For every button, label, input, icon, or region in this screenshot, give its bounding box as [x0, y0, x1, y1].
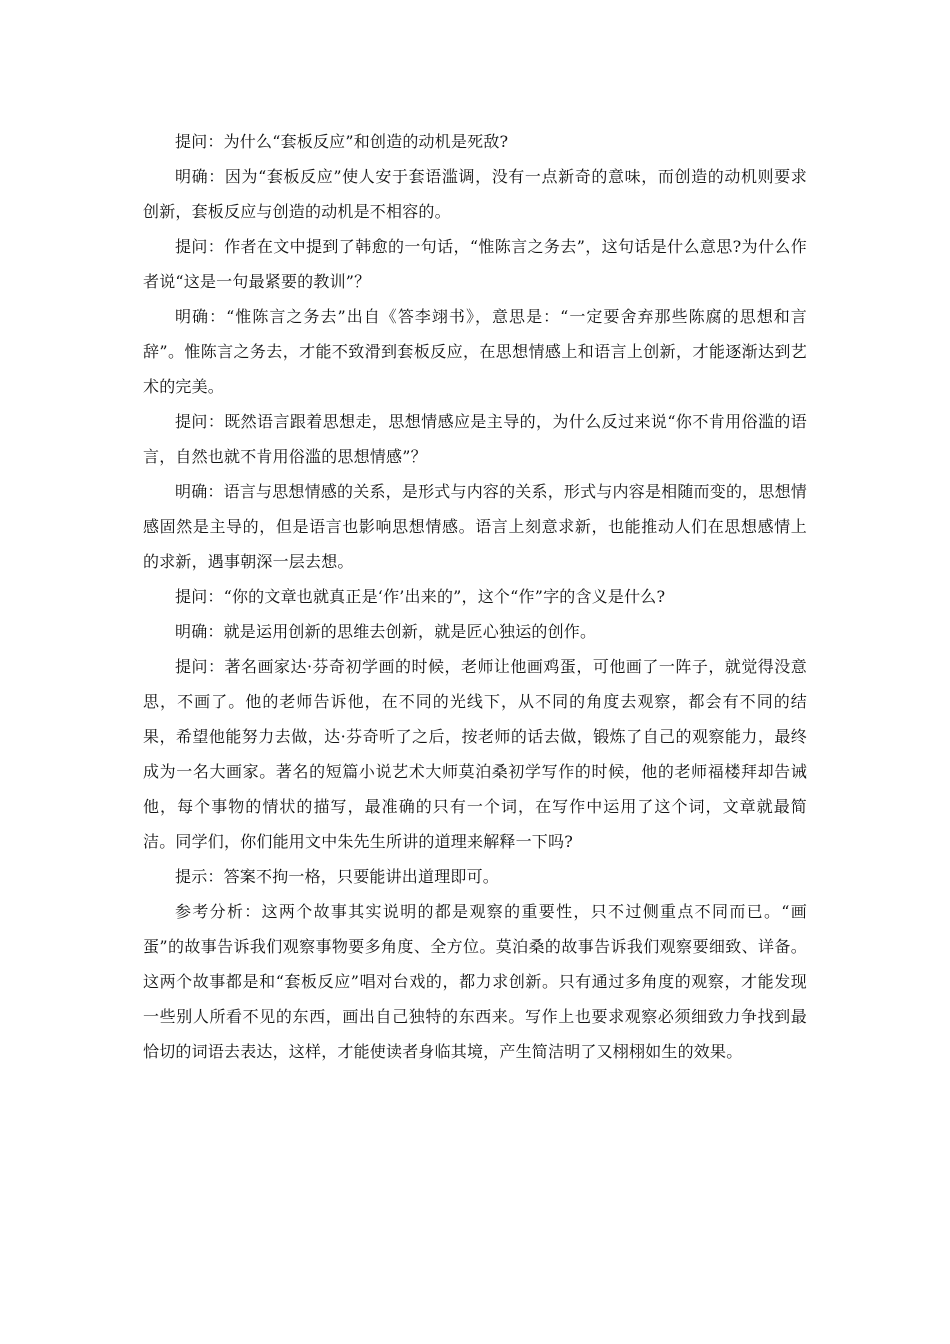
answer-paragraph: 明确：因为“套板反应”使人安于套语滥调，没有一点新奇的意味，而创造的动机则要求创新，套板反应与创造的动机是不相容的。: [143, 167, 807, 221]
question-paragraph: 提问：既然语言跟着思想走，思想情感应是主导的，为什么反过来说“你不肯用俗滥的语言，自然也就不肯用俗滥的思想情感”？: [143, 412, 807, 466]
question-paragraph: 提问：著名画家达·芬奇初学画的时候，老师让他画鸡蛋，可他画了一阵子，就觉得没意思，不画了。他的老师告诉他，在不同的光线下，从不同的角度去观察，都会有不同的结果，希望他能努力去做，达·芬奇听了之后，按老师的话去做，锻炼了自己的观察能力，最终成为一名大画家。著名的短篇小说艺术大师莫泊桑初学写作的时候，他的老师福楼拜却告诫他，每个事物的情状的描写，最准确的只有一个词，在写作中运用了这个词，文章就最简洁。同学们，你们能用文中朱先生所讲的道理来解释一下吗?: [143, 657, 807, 851]
reference-analysis-paragraph: 参考分析：这两个故事其实说明的都是观察的重要性，只不过侧重点不同而已。“画蛋”的故事告诉我们观察事物要多角度、全方位。莫泊桑的故事告诉我们观察要细致、详备。这两个故事都是和“套板反应”唱对台戏的，都力求创新。只有通过多角度的观察，才能发现一些别人所看不见的东西，画出自己独特的东西来。写作上也要求观察必须细致力争找到最恰切的词语去表达，这样，才能使读者身临其境，产生简洁明了又栩栩如生的效果。: [143, 902, 807, 1061]
document-body: [143, 124, 807, 1069]
answer-paragraph: 明确：语言与思想情感的关系，是形式与内容的关系，形式与内容是相随而变的，思想情感固然是主导的，但是语言也影响思想情感。语言上刻意求新，也能推动人们在思想感情上的求新，遇事朝深一层去想。: [143, 482, 807, 571]
answer-paragraph: 明确：“惟陈言之务去”出自《答李翊书》，意思是：“一定要舍弃那些陈腐的思想和言辞”。惟陈言之务去，才能不致滑到套板反应，在思想情感上和语言上创新，才能逐渐达到艺术的完美。: [143, 307, 807, 396]
question-paragraph: 提问：作者在文中提到了韩愈的一句话，“惟陈言之务去”，这句话是什么意思?为什么作者说“这是一句最紧要的教训”？: [143, 237, 807, 291]
answer-paragraph: 明确：就是运用创新的思维去创新，就是匠心独运的创作。: [175, 622, 597, 641]
question-paragraph: 提问：“你的文章也就真正是‘作’出来的”，这个“作”字的含义是什么?: [175, 587, 666, 606]
hint-paragraph: 提示：答案不拘一格，只要能讲出道理即可。: [175, 867, 500, 886]
question-paragraph: 提问：为什么“套板反应”和创造的动机是死敌?: [175, 132, 509, 151]
